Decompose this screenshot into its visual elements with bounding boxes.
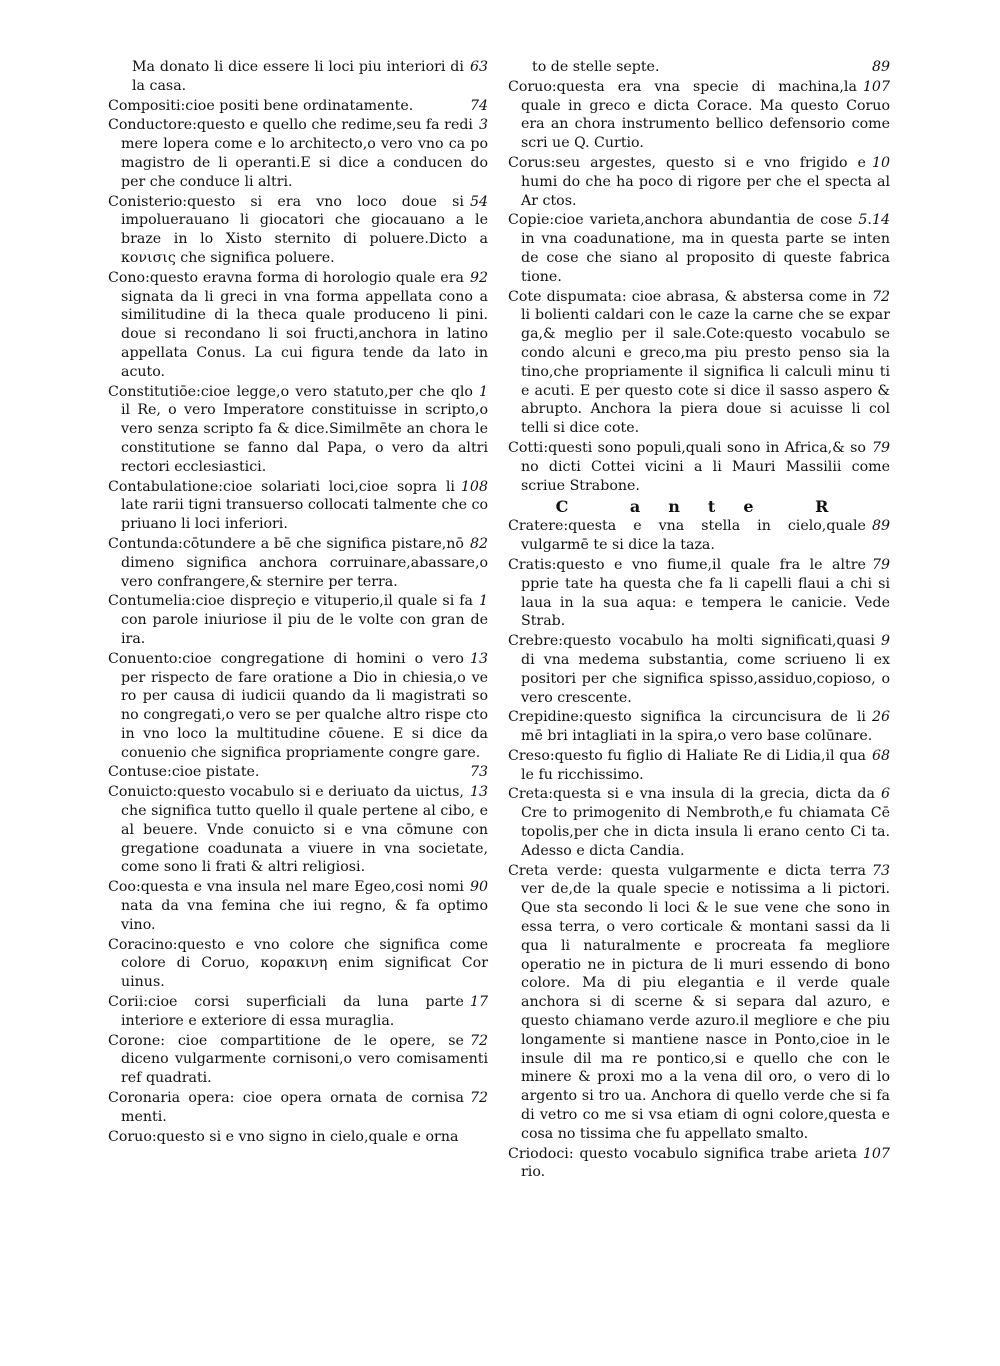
- page-reference: 13: [469, 784, 488, 801]
- glossary-entry: [108, 878, 488, 934]
- glossary-entry: [508, 517, 890, 555]
- glossary-entry: [508, 747, 890, 785]
- page-reference: 73: [871, 862, 890, 879]
- glossary-entry: [108, 783, 488, 877]
- glossary-entry: [508, 556, 890, 631]
- page-reference: 79: [871, 556, 890, 573]
- page-reference: 72: [871, 288, 890, 305]
- glossary-entry: [508, 439, 890, 495]
- entry-text: Corone: cioe compartitione de le opere, se diceno vulgarmente cornisoni,o vero comisamenti ref quadrati.: [108, 1032, 488, 1087]
- glossary-entry: [508, 154, 890, 210]
- entry-text: Compositi:cioe positi bene ordinatamente.: [108, 97, 414, 114]
- page-reference: 90: [469, 879, 488, 896]
- page-reference: 3: [478, 117, 488, 134]
- page-reference: 6: [880, 786, 890, 803]
- entry-text: Contuse:cioe pistate.: [108, 764, 260, 781]
- glossary-entry: [508, 1145, 890, 1183]
- entry-text: Cono:questo eravna forma di horologio quale era signata da li greci in vna forma appellata cono a similitudine di la theca quale produceno li pini. doue si recondano li soi fructi,anchora in latino appellata Conus. La cui figura tende da lato in acuto.: [108, 269, 488, 380]
- page-reference: 92: [469, 269, 488, 286]
- glossary-entry: [108, 650, 488, 763]
- page-reference: 9: [880, 633, 890, 650]
- entry-text: Contabulatione:cioe solariati loci,cioe sopra li late rarii tigni transuerso collocati talmente che co priuano li loci inferiori.: [108, 478, 488, 533]
- page-reference: 10: [871, 154, 890, 171]
- page-reference: 1: [478, 383, 488, 400]
- glossary-entry: [108, 383, 488, 477]
- glossary-entry: [508, 58, 890, 77]
- page-reference: 72: [469, 1090, 488, 1107]
- glossary-entry: [508, 78, 890, 153]
- entry-text: Conductore:questo e quello che redime,seu fa redi mere lopera come e lo architecto,o vero vno ca po magistro de li operanti.E si dice a conducen do per che conduce li altri.: [108, 117, 488, 190]
- entry-text: Creta verde: questa vulgarmente e dicta terra ver de,de la quale specie e notissima a li pictori. Que sta secondo li loci & le sue vene che sono in essa terra, o vero corticale & montani sassi da li qua li naturalmente e procreata fa megliore operatio ne in pictura de li muri essendo di bono colore. Ma di piu elegantia e il verde quale anchora si di scerne & si separa dal azuro, e questo chiamano verde azuro.il megliore e che piu longamente si mantiene nasce in Ponto,cioe in le insule dil ma re pontico,si e quello che con le minere & proxi mo a la vena dil oro, o vero di lo argento si tro ua. Anchora di quello verde che si fa di vetro co me si vsa etiam di ogni colore,questa e cosa no tissima che fu appellato smalto.: [508, 862, 890, 1142]
- glossary-entry: [508, 862, 890, 1144]
- glossary-entry: [108, 993, 488, 1031]
- glossary-entry: [508, 211, 890, 286]
- glossary-entry: [108, 592, 488, 648]
- entry-text: Contunda:cōtundere a bē che significa pistare,nō dimeno significa anchora corruinare,abassare,o vero confrangere,& sternire per terra.: [108, 535, 488, 590]
- glossary-entry: [108, 58, 488, 96]
- page-reference: 5.14: [858, 212, 890, 229]
- glossary-entry: [508, 785, 890, 860]
- left-column: [108, 58, 488, 1147]
- entry-text: Creso:questo fu figlio di Haliate Re di Lidia,il qua le fu ricchissimo.: [508, 747, 866, 783]
- page-reference: 54: [469, 193, 488, 210]
- glossary-entry: [108, 936, 488, 992]
- entry-text: Conuicto:questo vocabulo si e deriuato da uictus, che significa tutto quello il quale pertene al cibo, e al beuere. Vnde conuicto si e vna cōmune con gregatione coadunata a viuere in vna societate, come sono li frati & altri religiosi.: [108, 784, 488, 876]
- glossary-entry: [108, 1089, 488, 1127]
- entry-text: Cote dispumata: cioe abrasa, & abstersa come in li bolienti caldari con le caze la carne che se expar ga,& meglio per il sale.Cote:questo vocabulo se condo alcuni e greco,ma piu presto penso sia la tino,che propriamente il significa li calculi minu ti e acuti. E per questo cote si dice il sasso aspero & abrupto. Anchora la piera doue si acuisse li col telli si dice cote.: [508, 288, 890, 437]
- glossary-entry: [108, 1128, 488, 1147]
- glossary-entry: [108, 269, 488, 382]
- entry-text: Coracino:questo e vno colore che significa come colore di Coruo, κορακινη enim significat Cor uinus.: [108, 936, 488, 991]
- glossary-entry: [508, 632, 890, 707]
- entry-text: Cotti:questi sono populi,quali sono in Africa,& so no dicti Cottei vicini a li Mauri Massilii come scriue Strabone.: [508, 439, 890, 494]
- entry-text: Criodoci: questo vocabulo significa trabe arieta rio.: [508, 1145, 857, 1181]
- right-column: [508, 58, 890, 1183]
- glossary-entry: [108, 535, 488, 591]
- entry-text: Ma donato li dice essere li loci piu interiori di la casa.: [132, 59, 464, 94]
- glossary-entry: [108, 478, 488, 534]
- glossary-entry: [108, 116, 488, 191]
- entry-text: Corus:seu argestes, questo si e vno frigido e humi do che ha poco di rigore per che el specta al Ar ctos.: [508, 154, 890, 209]
- entry-text: Crebre:questo vocabulo ha molti significati,quasi di vna medema substantia, come scriueno li ex positori per che significa spisso,assiduo,copioso, o vero crescente.: [508, 633, 890, 706]
- entry-text: Conuento:cioe congregatione di homini o vero per rispecto de fare oratione a Dio in chiesia,o ve ro per causa di iudicii quando da li magistrati so no congregati,o vero se per qualche altro rispe cto in vno loco la multitudine cōuene. E si dice da conuenio che significa propriamente congre gare.: [108, 650, 488, 761]
- glossary-entry: [508, 288, 890, 438]
- page-reference: 73: [469, 764, 488, 781]
- entry-text: Contumelia:cioe dispreçio e vituperio,il quale si fa con parole iniuriose il piu de le volte con gran de ira.: [108, 593, 488, 647]
- entry-text: Coo:questa e vna insula nel mare Egeo,cosi nomi nata da vna femina che iui regno, & fa optimo vino.: [108, 879, 488, 933]
- page-reference: 26: [871, 709, 890, 726]
- glossary-entry: [108, 1032, 488, 1088]
- page-reference: 108: [460, 478, 488, 495]
- entry-text: Crepidine:questo significa la circuncisura de li mē bri intagliati in la spira,o vero base colūnare.: [508, 709, 873, 745]
- page-reference: 107: [862, 78, 890, 95]
- page-reference: 68: [871, 747, 890, 764]
- page-reference: 1: [478, 593, 488, 610]
- page-reference: 107: [862, 1145, 890, 1162]
- entry-text: Copie:cioe varieta,anchora abundantia de cose in vna coadunatione, ma in questa parte se inten de cose che siano al proposito di queste fabrica tione.: [508, 212, 890, 285]
- glossary-entry: [508, 708, 890, 746]
- glossary-entry: [108, 97, 488, 116]
- page-reference: 13: [469, 650, 488, 667]
- entry-text: Conisterio:questo si era vno loco doue si impoluerauano li giocatori che giocauano a le braze in lo Xisto sternito di poluere.Dicto a κονισις che significa poluere.: [108, 193, 488, 266]
- entry-text: Creta:questa si e vna insula di la grecia, dicta da Cre to primogenito di Nembroth,e fu chiamata Cē topolis,per che in dicta insula li erano cento Ci ta. Adesso e dicta Candia.: [508, 786, 890, 859]
- entry-text: Coronaria opera: cioe opera ornata de cornisa menti.: [108, 1090, 464, 1125]
- page-reference: 74: [469, 97, 488, 114]
- page-reference: 89: [871, 59, 890, 75]
- page-reference: 17: [469, 994, 488, 1011]
- entry-text: Coruo:questo si e vno signo in cielo,quale e orna: [108, 1128, 459, 1145]
- page-reference: 63: [469, 59, 488, 75]
- entry-text: Corii:cioe corsi superficiali da luna parte interiore e exteriore di essa muraglia.: [108, 994, 464, 1029]
- page-reference: 79: [871, 439, 890, 456]
- page-reference: 82: [469, 535, 488, 552]
- entry-text: Cratere:questa e vna stella in cielo,quale vulgarmē te si dice la taza.: [508, 518, 866, 554]
- entry-text: Cratis:questo e vno fiume,il quale fra le altre pprie tate ha questa che fa li capelli flaui a chi si laua in la sua aqua: e tempera le canicie. Vede Strab.: [508, 556, 890, 630]
- page-reference: 89: [871, 518, 890, 535]
- entry-text: Coruo:questa era vna specie di machina,la quale in greco e dicta Corace. Ma questo Coruo era an chora instrumento bellico defensorio come scri ue Q. Curtio.: [508, 78, 890, 152]
- page-reference: 72: [469, 1032, 488, 1049]
- glossary-entry: [108, 763, 488, 782]
- entry-text: to de stelle septe.: [532, 59, 660, 75]
- section-heading: C ante R: [555, 497, 857, 517]
- glossary-entry: [108, 193, 488, 268]
- entry-text: Constitutiōe:cioe legge,o vero statuto,per che qlo il Re, o vero Imperatore constituisse in scripto,o vero senza scripto fa & dice.Similmēte an chora le constitutione se fanno dal Papa, o vero da altri rectori ecclesiastici.: [108, 383, 488, 475]
